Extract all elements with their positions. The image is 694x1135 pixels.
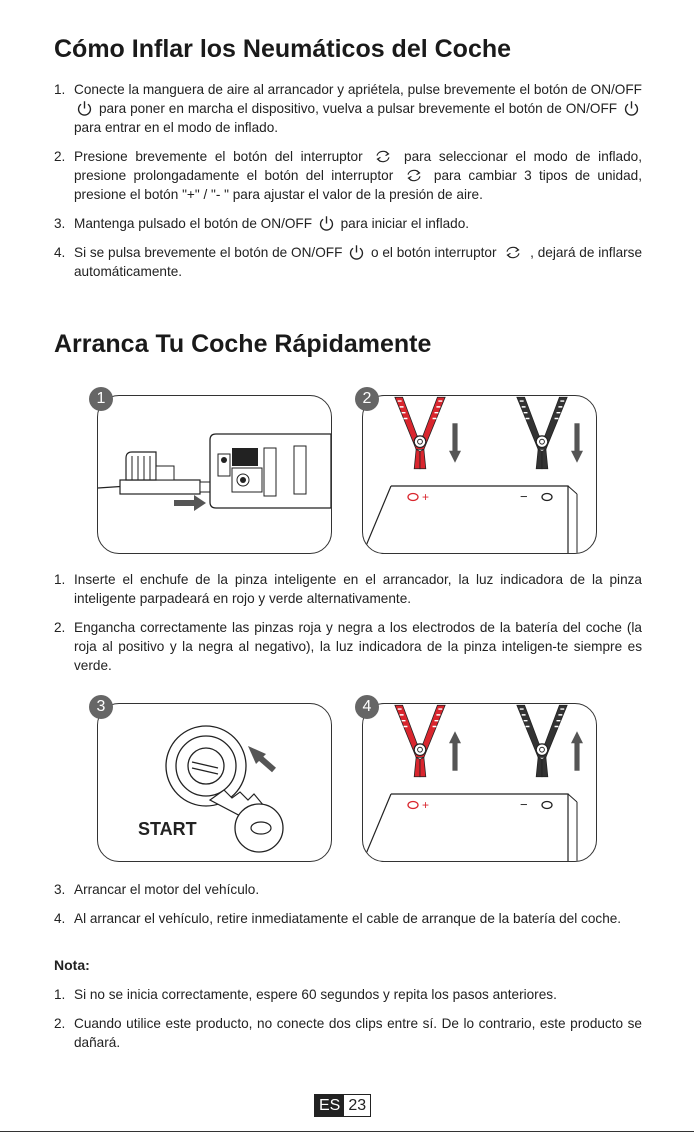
note-list bbox=[54, 985, 642, 1062]
power-icon bbox=[318, 215, 335, 232]
jumpstart-instructions-b bbox=[54, 880, 642, 938]
list-item: 3. Mantenga pulsado el botón de ON/OFF para iniciar el inflado. bbox=[54, 216, 470, 231]
step-badge: 3 bbox=[89, 695, 113, 719]
list-item: 2. Engancha correctamente las pinzas roja y negra a los electrodos de la batería del coche (la roja al positivo y la negra al negativo), la luz indicadora de la pinza inteligen-te siempre es verde. bbox=[54, 620, 642, 673]
inflate-instructions bbox=[54, 80, 642, 291]
step-badge: 4 bbox=[355, 695, 379, 719]
illustration-step-2 bbox=[362, 395, 597, 554]
plug-insert-illustration bbox=[98, 396, 331, 553]
power-icon bbox=[348, 244, 365, 261]
jumpstart-instructions-a bbox=[54, 570, 642, 685]
switch-icon bbox=[403, 167, 425, 184]
switch-icon bbox=[372, 148, 394, 165]
svg-text:+: + bbox=[422, 490, 430, 504]
step-badge: 1 bbox=[89, 387, 113, 411]
svg-text:+: + bbox=[422, 798, 430, 812]
illustration-step-3 bbox=[97, 703, 332, 862]
page-footer bbox=[314, 1094, 371, 1117]
list-item: 4. Si se pulsa brevemente el botón de ON/OFF o el botón interruptor , dejará de inflarse automáticamente. bbox=[54, 245, 643, 279]
list-item: 2. Cuando utilice este producto, no conecte dos clips entre sí. De lo contrario, este producto se dañará. bbox=[54, 1016, 642, 1050]
svg-text:−: − bbox=[520, 797, 528, 812]
list-item: 2. Presione brevemente el botón del interruptor para seleccionar el modo de inflado, presione prolongadamente el botón del interruptor para cambiar 3 tipos de unidad, presione el botón "+" / "- " para ajustar el valor de la presión de aire. bbox=[54, 149, 643, 202]
step-badge: 2 bbox=[355, 387, 379, 411]
list-item: 1. Conecte la manguera de aire al arrancador y apriétela, pulse brevemente el botón de ON/OFF para poner en marcha el dispositivo, vuelva a pulsar brevemente el botón de ON/OFF para entrar en el modo de inflado. bbox=[54, 82, 642, 135]
section-title-jumpstart: Arranca Tu Coche Rápidamente bbox=[54, 330, 432, 358]
list-item: 4. Al arrancar el vehículo, retire inmediatamente el cable de arranque de la batería del coche. bbox=[54, 911, 622, 926]
switch-icon bbox=[502, 244, 524, 261]
list-item: 1. Si no se inicia correctamente, espere 60 segundos y repita los pasos anteriores. bbox=[54, 987, 557, 1002]
ignition-start-illustration bbox=[98, 704, 331, 861]
section-title-inflate: Cómo Inflar los Neumáticos del Coche bbox=[54, 35, 512, 63]
start-label: START bbox=[138, 819, 197, 839]
page-number: 23 bbox=[348, 1097, 367, 1114]
clamps-attach-illustration bbox=[363, 396, 596, 553]
clamps-remove-illustration bbox=[363, 704, 596, 861]
illustration-step-4 bbox=[362, 703, 597, 862]
power-icon bbox=[623, 100, 640, 117]
list-item: 3. Arrancar el motor del vehículo. bbox=[54, 882, 260, 897]
note-label: Nota: bbox=[54, 957, 90, 973]
illustration-step-1 bbox=[97, 395, 332, 554]
bottom-rule bbox=[0, 1131, 694, 1132]
language-badge: ES bbox=[315, 1095, 344, 1116]
svg-text:−: − bbox=[520, 489, 528, 504]
power-icon bbox=[76, 100, 93, 117]
list-item: 1. Inserte el enchufe de la pinza inteligente en el arrancador, la luz indicadora de la pinza inteligente parpadeará en rojo y verde alternativamente. bbox=[54, 572, 642, 606]
